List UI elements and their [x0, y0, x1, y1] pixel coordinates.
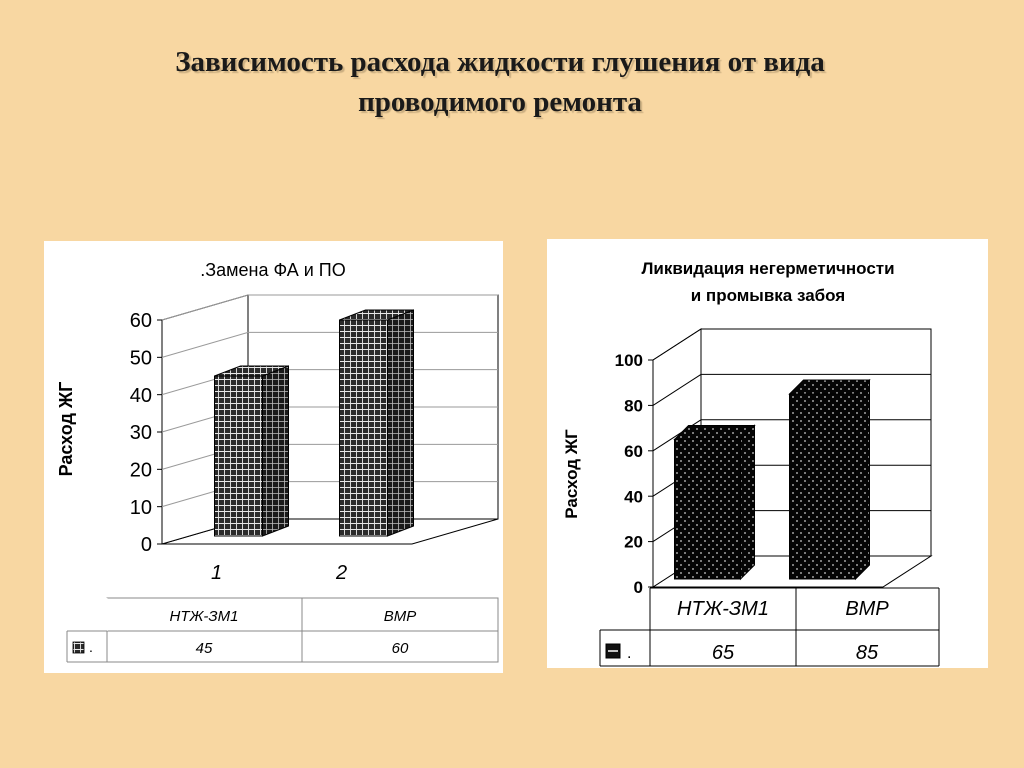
y-tick-label: 20: [624, 532, 643, 552]
x-tick-label: 2: [335, 562, 348, 584]
chart2-title-line2: и промывка забоя: [690, 286, 846, 305]
chart2-table-row-label: .: [627, 645, 632, 662]
chart2-table-value-2: 85: [855, 642, 879, 664]
chart1-table-header-1: НТЖ-ЗМ1: [169, 608, 239, 625]
y-tick-label: 100: [614, 351, 643, 371]
chart1-legend-swatch: [73, 642, 84, 653]
bar-side: [388, 310, 414, 536]
bar-top: [675, 425, 755, 439]
chart2-category-1: НТЖ-ЗМ1: [677, 598, 769, 620]
chart1-table-row-label: .: [89, 639, 93, 655]
bar: [675, 425, 755, 579]
bar-front: [675, 439, 741, 579]
y-tick-label: 10: [129, 496, 152, 519]
chart1-frame: [162, 295, 498, 544]
y-tick-label: 0: [633, 578, 643, 598]
y-tick-label: 50: [129, 347, 152, 370]
slide-title-line1: Зависимость расхода жидкости глушения от вида: [175, 46, 825, 78]
chart1-x-ticks: [211, 562, 347, 584]
y-tick-label: 30: [129, 422, 152, 445]
bar-front: [790, 394, 856, 579]
chart1-table-value-2: 60: [391, 640, 409, 657]
y-tick-label: 40: [129, 384, 152, 407]
chart1-table-value-1: 45: [195, 640, 213, 657]
y-tick-label: 40: [624, 487, 643, 507]
bar-side: [263, 366, 289, 536]
chart2-y-axis-label: Расход ЖГ: [562, 429, 581, 519]
chart2-y-ticks: [615, 351, 653, 597]
y-tick-label: 60: [624, 441, 643, 461]
chart-replacement: [44, 241, 503, 673]
chart2-title-line1: Ликвидация негерметичности: [641, 259, 895, 278]
y-tick-label: 20: [129, 459, 152, 482]
chart-leak: [547, 239, 988, 668]
chart1-y-axis-label: Расход ЖГ: [56, 381, 76, 477]
y-tick-label: 80: [624, 396, 643, 416]
chart-panel-leak: [547, 239, 988, 668]
chart2-data-table: [600, 588, 939, 666]
y-tick-label: 0: [140, 534, 152, 557]
y-tick-label: 60: [129, 310, 152, 333]
bar-side: [856, 380, 870, 579]
chart1-table-header-2: ВМР: [383, 608, 417, 625]
slide-title-line2: проводимого ремонта: [358, 86, 642, 118]
bar: [215, 366, 289, 536]
bar-front: [215, 376, 263, 536]
chart1-data-table: [67, 598, 498, 662]
chart-panel-replacement: [44, 241, 503, 673]
chart2-table-value-1: 65: [711, 642, 735, 664]
chart2-category-2: ВМР: [845, 598, 889, 620]
chart1-y-ticks: [130, 310, 162, 556]
chart1-title: .Замена ФА и ПО: [200, 260, 346, 280]
bar: [340, 310, 414, 536]
x-tick-label: 1: [210, 562, 223, 584]
bar-top: [790, 380, 870, 394]
bar: [790, 380, 870, 579]
bar-side: [741, 425, 755, 579]
slide-title: [60, 42, 940, 122]
bar-front: [340, 320, 388, 536]
